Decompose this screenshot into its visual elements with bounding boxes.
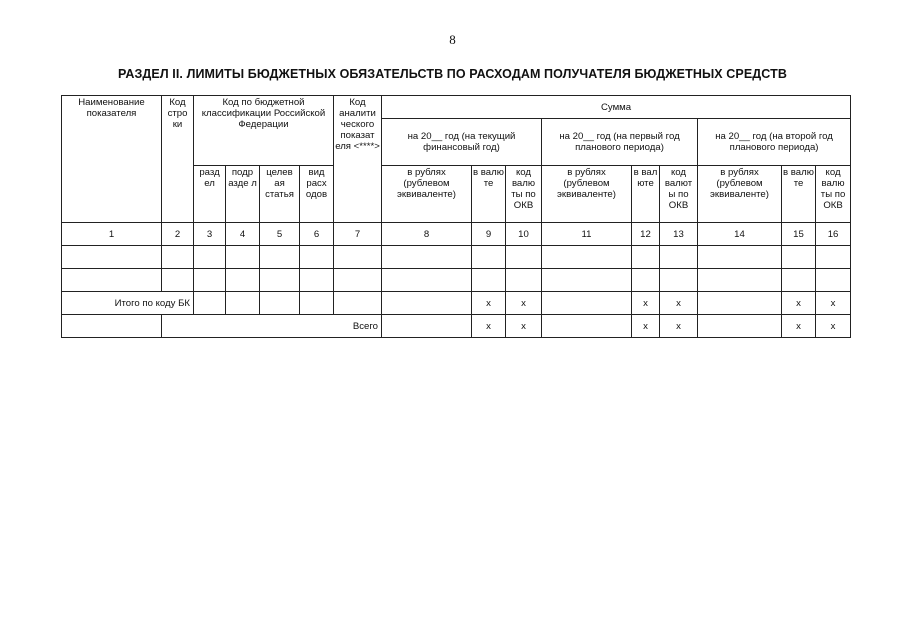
empty-cell[interactable] bbox=[542, 292, 632, 315]
empty-cell[interactable] bbox=[382, 292, 472, 315]
empty-cell[interactable] bbox=[382, 246, 472, 269]
header-podrazdel: подр азде л bbox=[226, 166, 260, 223]
col-number: 13 bbox=[660, 223, 698, 246]
header-name: Наименование показателя bbox=[62, 96, 162, 223]
header-line-code: Код стро ки bbox=[162, 96, 194, 223]
header-year-3: на 20__ год (на второй год планового периода) bbox=[698, 119, 851, 166]
empty-cell[interactable] bbox=[698, 292, 782, 315]
x-mark: x bbox=[816, 315, 851, 338]
col-number: 14 bbox=[698, 223, 782, 246]
empty-cell[interactable] bbox=[698, 246, 782, 269]
header-year-1: на 20__ год (на текущий финансовый год) bbox=[382, 119, 542, 166]
empty-cell[interactable] bbox=[382, 315, 472, 338]
header-val-2: в вал юте bbox=[632, 166, 660, 223]
empty-cell[interactable] bbox=[660, 246, 698, 269]
x-mark: x bbox=[506, 292, 542, 315]
empty-cell[interactable] bbox=[194, 292, 226, 315]
col-number: 1 bbox=[62, 223, 162, 246]
total-bk-label: Итого по коду БК bbox=[62, 292, 194, 315]
empty-cell[interactable] bbox=[260, 246, 300, 269]
x-mark: x bbox=[816, 292, 851, 315]
empty-cell[interactable] bbox=[300, 292, 334, 315]
header-rub-3: в рублях (рублевом эквиваленте) bbox=[698, 166, 782, 223]
limits-table bbox=[61, 95, 851, 338]
header-rub-1: в рублях (рублевом эквиваленте) bbox=[382, 166, 472, 223]
x-mark: x bbox=[472, 292, 506, 315]
empty-cell[interactable] bbox=[334, 269, 382, 292]
col-number: 9 bbox=[472, 223, 506, 246]
empty-cell[interactable] bbox=[660, 269, 698, 292]
table-row bbox=[62, 269, 851, 292]
empty-cell[interactable] bbox=[162, 246, 194, 269]
section-title: РАЗДЕЛ II. ЛИМИТЫ БЮДЖЕТНЫХ ОБЯЗАТЕЛЬСТВ ПО РАСХОДАМ ПОЛУЧАТЕЛЯ БЮДЖЕТНЫХ СРЕДСТВ bbox=[118, 67, 787, 81]
empty-cell[interactable] bbox=[382, 269, 472, 292]
empty-cell[interactable] bbox=[632, 269, 660, 292]
column-number-row bbox=[62, 223, 851, 246]
empty-cell[interactable] bbox=[506, 269, 542, 292]
header-okv-2: код валют ы по ОКВ bbox=[660, 166, 698, 223]
empty-cell[interactable] bbox=[226, 246, 260, 269]
header-okv-3: код валю ты по ОКВ bbox=[816, 166, 851, 223]
page-number: 8 bbox=[449, 32, 456, 47]
col-number: 6 bbox=[300, 223, 334, 246]
x-mark: x bbox=[506, 315, 542, 338]
col-number: 16 bbox=[816, 223, 851, 246]
empty-cell[interactable] bbox=[542, 269, 632, 292]
x-mark: x bbox=[782, 315, 816, 338]
col-number: 11 bbox=[542, 223, 632, 246]
empty-cell[interactable] bbox=[260, 269, 300, 292]
total-bk-row bbox=[62, 292, 851, 315]
header-razdel: разд ел bbox=[194, 166, 226, 223]
grand-total-label: Всего bbox=[162, 315, 382, 338]
empty-cell[interactable] bbox=[472, 269, 506, 292]
col-number: 2 bbox=[162, 223, 194, 246]
empty-cell[interactable] bbox=[62, 269, 162, 292]
x-mark: x bbox=[632, 292, 660, 315]
col-number: 15 bbox=[782, 223, 816, 246]
col-number: 3 bbox=[194, 223, 226, 246]
x-mark: x bbox=[660, 292, 698, 315]
table-row bbox=[62, 246, 851, 269]
x-mark: x bbox=[472, 315, 506, 338]
grand-total-row bbox=[62, 315, 851, 338]
empty-cell[interactable] bbox=[300, 269, 334, 292]
header-celevaya: целев ая статья bbox=[260, 166, 300, 223]
empty-cell[interactable] bbox=[162, 269, 194, 292]
empty-cell[interactable] bbox=[698, 269, 782, 292]
header-val-3: в валю те bbox=[782, 166, 816, 223]
col-number: 10 bbox=[506, 223, 542, 246]
empty-cell[interactable] bbox=[226, 292, 260, 315]
col-number: 7 bbox=[334, 223, 382, 246]
empty-cell[interactable] bbox=[816, 269, 851, 292]
empty-cell[interactable] bbox=[62, 246, 162, 269]
empty-cell[interactable] bbox=[542, 246, 632, 269]
header-rub-2: в рублях (рублевом эквиваленте) bbox=[542, 166, 632, 223]
header-analytic-code: Код аналити ческого показат еля <****> bbox=[334, 96, 382, 223]
x-mark: x bbox=[632, 315, 660, 338]
empty-cell[interactable] bbox=[334, 292, 382, 315]
empty-cell[interactable] bbox=[782, 246, 816, 269]
col-number: 8 bbox=[382, 223, 472, 246]
empty-cell[interactable] bbox=[632, 246, 660, 269]
header-vid: вид расх одов bbox=[300, 166, 334, 223]
empty-cell[interactable] bbox=[542, 315, 632, 338]
empty-cell[interactable] bbox=[698, 315, 782, 338]
empty-cell[interactable] bbox=[300, 246, 334, 269]
empty-cell[interactable] bbox=[334, 246, 382, 269]
empty-cell bbox=[62, 315, 162, 338]
empty-cell[interactable] bbox=[194, 246, 226, 269]
empty-cell[interactable] bbox=[226, 269, 260, 292]
header-year-2: на 20__ год (на первый год планового периода) bbox=[542, 119, 698, 166]
col-number: 5 bbox=[260, 223, 300, 246]
empty-cell[interactable] bbox=[472, 246, 506, 269]
header-val-1: в валю те bbox=[472, 166, 506, 223]
header-okv-1: код валю ты по ОКВ bbox=[506, 166, 542, 223]
x-mark: x bbox=[660, 315, 698, 338]
header-bk-code: Код по бюджетной классификации Российской Федерации bbox=[194, 96, 334, 166]
empty-cell[interactable] bbox=[506, 246, 542, 269]
empty-cell[interactable] bbox=[194, 269, 226, 292]
empty-cell[interactable] bbox=[816, 246, 851, 269]
col-number: 4 bbox=[226, 223, 260, 246]
empty-cell[interactable] bbox=[260, 292, 300, 315]
header-sum: Сумма bbox=[382, 96, 851, 119]
col-number: 12 bbox=[632, 223, 660, 246]
x-mark: x bbox=[782, 292, 816, 315]
empty-cell[interactable] bbox=[782, 269, 816, 292]
